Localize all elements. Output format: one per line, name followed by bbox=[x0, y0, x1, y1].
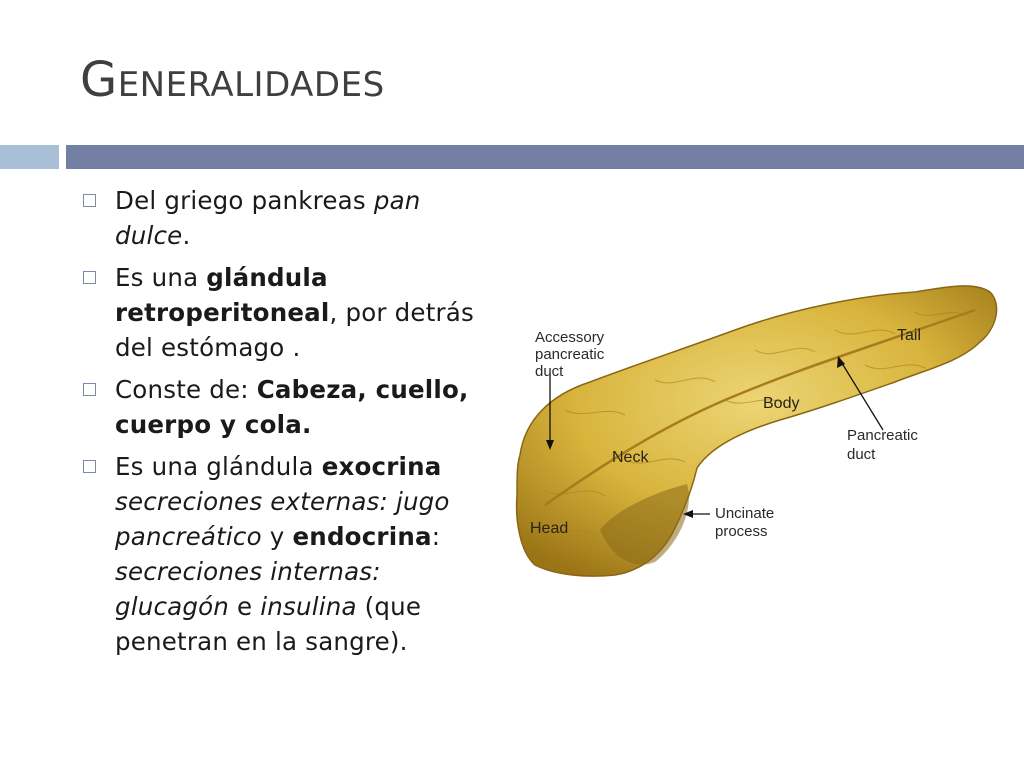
bullet-text-run: y bbox=[261, 522, 293, 551]
bullet-text-run: Es una bbox=[115, 263, 207, 292]
slide-title: Generalidades bbox=[80, 52, 385, 108]
bullet-text-run: glándula retroperitoneal bbox=[115, 263, 330, 327]
bullet-text-run: endocrina bbox=[292, 522, 432, 551]
bullet-item bbox=[80, 449, 480, 659]
bullet-text-run: e bbox=[229, 592, 261, 621]
bullet-text-run: . bbox=[182, 221, 191, 250]
bullet-text-run: Conste de: bbox=[115, 375, 257, 404]
label-neck: Neck bbox=[612, 449, 649, 466]
bullet-text-run: , por detrás del estómago . bbox=[115, 298, 474, 362]
bullet-text-run: exocrina bbox=[321, 452, 442, 481]
pancreas-diagram bbox=[505, 270, 1010, 600]
bullet-item bbox=[80, 183, 480, 253]
bullet-marker-icon bbox=[83, 194, 96, 207]
label-uncinate-process: Uncinate process bbox=[715, 505, 775, 540]
bullet-text-run: secreciones externas: jugo pancreático bbox=[115, 487, 450, 551]
bullet-text-run: (que penetran en la sangre). bbox=[115, 592, 422, 656]
bullet-text-run: Es una glándula bbox=[115, 452, 322, 481]
bullet-item bbox=[80, 372, 480, 442]
title-accent-bar-dark bbox=[66, 145, 1024, 169]
bullet-list bbox=[80, 183, 480, 666]
bullet-marker-icon bbox=[83, 383, 96, 396]
bullet-item bbox=[80, 260, 480, 365]
label-body: Body bbox=[763, 395, 800, 412]
label-accessory-duct: Accessory pancreatic duct bbox=[535, 329, 605, 380]
bullet-text-run: secreciones internas: glucagón bbox=[115, 557, 381, 621]
bullet-text-run: insulina bbox=[260, 592, 357, 621]
bullet-text-run: pan dulce bbox=[115, 186, 421, 250]
title-accent-bar-light bbox=[0, 145, 59, 169]
bullet-marker-icon bbox=[83, 271, 96, 284]
bullet-text-run: Cabeza, cuello, cuerpo y cola. bbox=[115, 375, 469, 439]
pancreas-figure bbox=[505, 270, 1010, 600]
bullet-marker-icon bbox=[83, 460, 96, 473]
bullet-text-run: : bbox=[431, 522, 441, 551]
label-tail: Tail bbox=[897, 327, 922, 344]
bullet-text-run: Del griego pankreas bbox=[115, 186, 374, 215]
label-head: Head bbox=[530, 520, 569, 537]
label-pancreatic-duct: Pancreatic duct bbox=[847, 427, 918, 463]
